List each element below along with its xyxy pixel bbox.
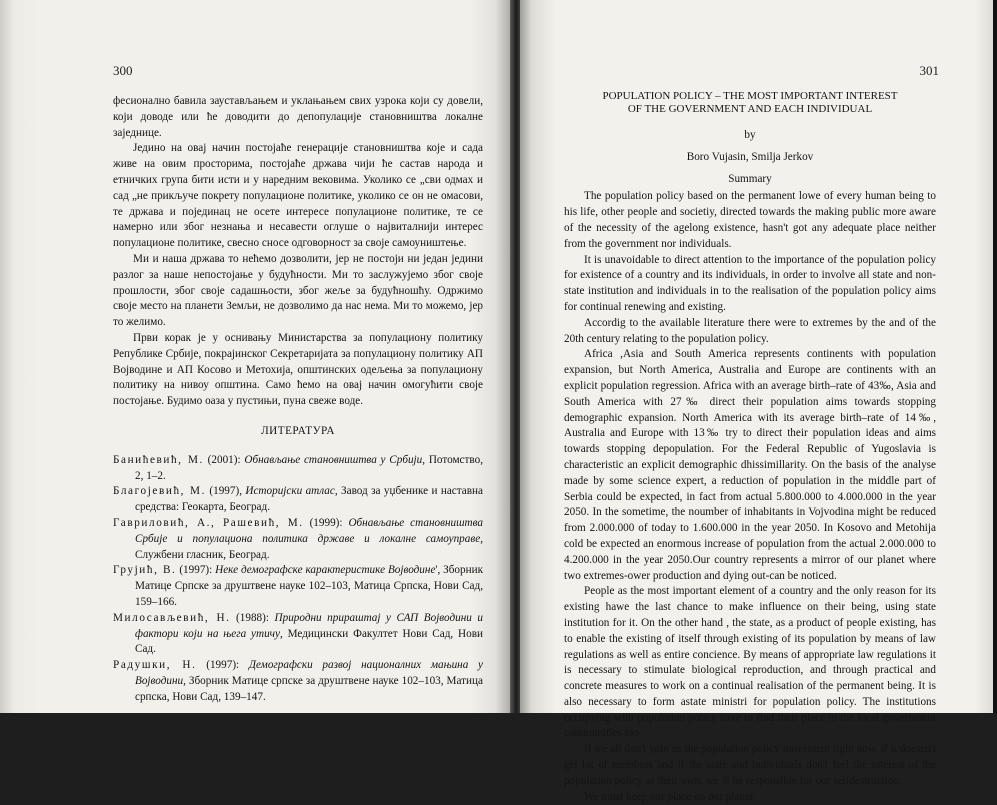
reference-work: Обнављање становништва Србије и популациона политика државе и локалне самоуправе <box>135 516 483 545</box>
reference-work: Неке демографске карактеристике Војводине <box>215 564 436 577</box>
paragraph: Africa ,Asia and South America represents continents with population expansion, but North America, Australia and Europe are continents with an explicit population regression. Africa with an average birth–rate of 43‰, Asia and South America with 27‰ direct their population aims towards stopping demographic expansion. North America with its average birth–rate of 14‰, Australia and Europe with 13‰ try to direct their population ideas and aims towards stopping depopulation. For the Federal Republic of Yugoslavia is characteristic an explicit demographic dhissimillarity. On the basis of the analyse made by some science expert, a reduction of population in the middle part of Serbia could be expected, in fact from actual 5.800.000 to 4.000.000 in the year 2050. In the sometime, the noumber of inhabitants in Vojvodina might be reduced from 2.000.000 of today to 1.600.000 in the year 2050. In Kosovo and Metohija cold be expected an enormous increase of population from the actual 2.000.000 to 4.200.000 in the year 2050.Our country represents a mirror of our planet where two extremes-ower production and dying out-can be noticed. <box>564 348 936 582</box>
reference-year: (1999): <box>303 516 349 529</box>
reference-year: (1988): <box>230 611 275 624</box>
reference-details: , Службени гласник, Београд. <box>135 532 483 561</box>
paragraph: We must keep our place on our planet. <box>584 790 756 803</box>
article-title-line-1: POPULATION POLICY – THE MOST IMPORTANT INTEREST <box>602 90 898 102</box>
left-page <box>0 0 512 713</box>
book-edge-right <box>993 0 997 713</box>
reference-author: Милосављевић, Н. <box>113 611 231 624</box>
reference-details: , Медицински Факултет Нови Сад, Нови Сад. <box>135 627 483 656</box>
paragraph: If we all don't yoin us the population policy movement right now, if it doesen't get lot of members and if the state and individuals don't feel the interest of the population policy as their own, we 'll be responsible for our selfdestruction. <box>564 743 936 787</box>
paragraph: Accordig to the available literature there were to extremes by the and of the 20th century relating to the population policy. <box>564 316 936 345</box>
reference-details: , Завод за уџбенике и наставна средства: Геокарта, Београд. <box>135 485 483 514</box>
article-title-line-2: OF THE GOVERNMENT AND EACH INDIVIDUAL <box>627 102 873 115</box>
reference-entry <box>113 516 483 563</box>
reference-work: Обнављање становништва у Србији <box>244 453 423 466</box>
reference-details: , Зборник Матице српске за друштвене науке 102–103, Матица српска, Нови Сад, 139–147. <box>135 674 483 703</box>
paragraph: It is unavoidable to direct attention to the importance of the population policy for existence of a country and its individuals, in order to involve all state and non-state institution and individuals in to the realisation of the population policy aims for continual renewing and existing. <box>564 253 936 313</box>
page-number-left: 300 <box>113 63 133 78</box>
paragraph: Први корак је у оснивању Министарства за популациону политику Републике Србије, покрајинског Секретаријата за популациону политику АП Војводине и АП Косово и Метохија, општинских одељења за популациону политику на нивоу општина. Само ћемо на овај начин омогућити своје постојање. Будимо оаза у пустињи, пуна свеже воде. <box>113 331 483 408</box>
reference-author: Радушки, Н. <box>113 659 197 672</box>
paragraph: фесионално бавила заустављањем и уклањањем свих узрока који су довели, који доводе или ће доводити до депопулације становништва локалне заједнице. <box>113 95 483 139</box>
reference-year: (1997): <box>196 659 249 672</box>
paragraph: Једино на овај начин постојаће генерације становништва које и сада живе на овим просторима, постојаће држава чији ће састав народа и етничких група бити исти и у наредним вековима. Уколико се „сви одмах и сад „не прикључе покрету популационе политике, уколико се он не омасови, те држава и појединац не осете интересе популационе политике, те се намерно или због незнања и несавести оглуше о највиталнији интерес популационе политике, свесно сносе одговорност за своје самоуништење. <box>113 142 483 250</box>
paragraph: People as the most important element of a country and the only reason for its existing hawe the last chance to make influence on their being, using state institution for it. On the other hand , the state, as a product of people existing, has to enable the existing of itself through existing of its population by means of law regulations as well as entire concience. By means of appropriate law regulations it is necessary to stimulate biological reproduction, and through practical and concrete measures to work on a continual realisation of the permanent being. It is also necessary to form astate ministri for population policy. The institutions occupying with population policy have to find their place in the local government communities too. <box>564 585 936 740</box>
right-page-body <box>564 90 936 805</box>
reference-work: Демографски развој националних мањина у Војводини <box>135 659 483 687</box>
reference-entry <box>113 563 483 610</box>
reference-work: Природни прираштај у САП Војводини и фактори који на њега утичу <box>135 611 483 640</box>
reference-year: (1997): <box>176 564 216 577</box>
reference-author: Грујић, В. <box>113 564 177 577</box>
paragraph: The population policy based on the permanent lowe of every human being to his life, other people and societiy, directed towards the making public more aware of the necessity of the agelong existence, hasn't got any adequate place neither from the government nor individuals. <box>564 190 936 250</box>
article-authors: Boro Vujasin, Smilja Jerkov <box>686 150 814 163</box>
references-heading: ЛИТЕРАТУРА <box>261 424 335 437</box>
reference-year: (1997), <box>206 485 246 498</box>
reference-author: Благојевић, М. <box>113 485 206 498</box>
reference-details: , Потомство, 2, 1–2. <box>135 453 484 482</box>
reference-entry <box>113 658 483 705</box>
reference-details: ', Зборник Матице Српске за друштвене науке 102–103, Матица Српска, Нови Сад, 159–166. <box>135 564 484 608</box>
reference-author: Банићевић, М. <box>113 453 204 466</box>
summary-heading: Summary <box>728 172 772 185</box>
right-page <box>520 0 997 803</box>
reference-entry <box>113 453 483 485</box>
reference-entry <box>113 611 483 658</box>
reference-author: Гавриловић, А., Рашевић, М. <box>113 516 304 529</box>
page-number-right: 301 <box>919 63 939 78</box>
reference-work: Историјски атлас <box>245 485 335 498</box>
paragraph: Ми и наша држава то нећемо дозволити, јер не постоји ни један једини разлог за наше непостојање у будућности. Ми то заслужујемо због своје прошлости, због своје садашњости, због жеље за будућношћу. Одржимо своје место на планети Земљи, не дозволимо да нас нема. Ми то можемо, јер то желимо. <box>113 252 483 329</box>
left-page-body <box>113 94 483 705</box>
byline-by: by <box>744 129 756 141</box>
reference-entry <box>113 484 483 516</box>
reference-year: (2001): <box>203 453 245 466</box>
